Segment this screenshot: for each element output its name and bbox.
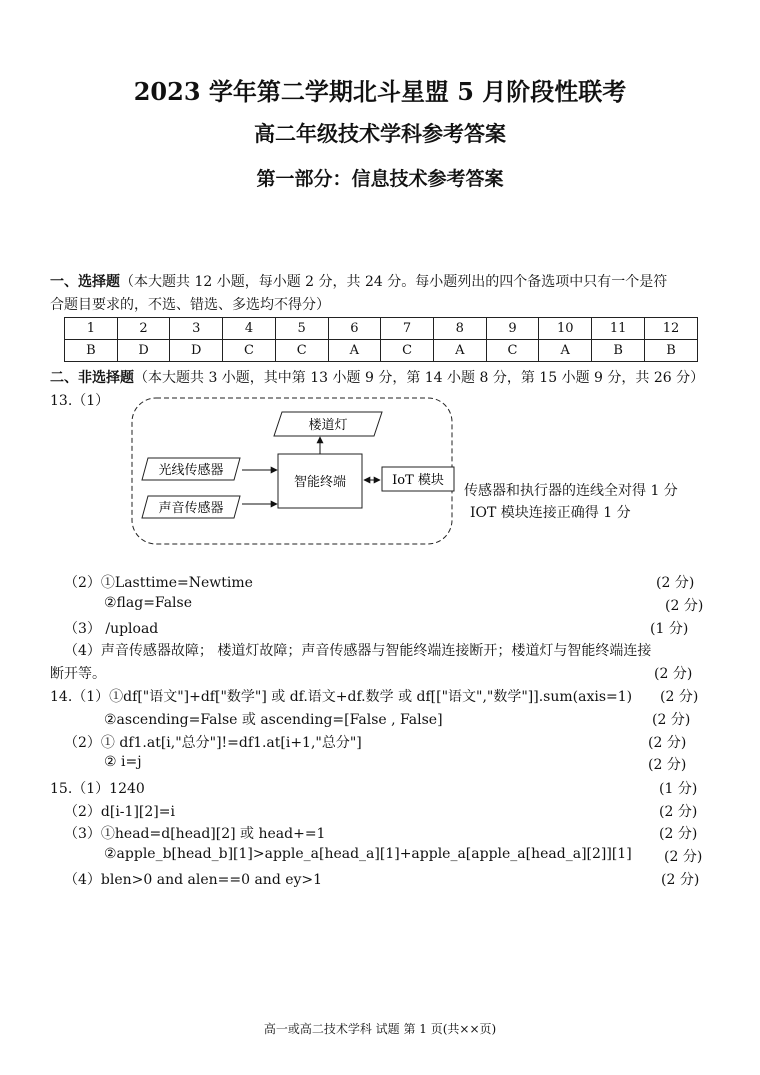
q13-part4-line2: 断开等。 bbox=[50, 666, 106, 682]
answer-cell: D bbox=[170, 340, 223, 362]
q15-line1-score: (1 分) bbox=[659, 781, 698, 797]
section1-desc: （本大题共 12 小题，每小题 2 分，共 24 分。每小题列出的四个备选项中只有一个是符 bbox=[120, 274, 668, 290]
q13-part2b: ②flag=False bbox=[104, 595, 192, 611]
page-footer: 高一或高二技术学科 试题 第 1 页(共××页) bbox=[263, 1022, 497, 1036]
q13-part3: （3） /upload bbox=[64, 621, 159, 637]
section2-heading: 二、非选择题 bbox=[50, 370, 134, 386]
answer-cell: D bbox=[117, 340, 170, 362]
answer-cell: B bbox=[65, 340, 118, 362]
q15-line4: ②apple_b[head_b][1]>apple_a[head_a][1]+apple_a[apple_a[head_a][2]][1] bbox=[104, 846, 632, 862]
q13-label: 13.（1） bbox=[50, 393, 110, 409]
answer-table-answer-row bbox=[65, 340, 698, 362]
q15-line3: （3）①head=d[head][2] 或 head+=1 bbox=[64, 826, 326, 842]
answer-cell: A bbox=[328, 340, 381, 362]
q14-line4: ② i=j bbox=[104, 754, 142, 770]
sound-sensor-label: 声音传感器 bbox=[158, 501, 224, 516]
diagram-note-1: 传感器和执行器的连线全对得 1 分 bbox=[464, 483, 678, 499]
q13-part3-score: (1 分) bbox=[650, 621, 689, 637]
answer-cell: B bbox=[645, 340, 698, 362]
question-number: 2 bbox=[117, 318, 170, 340]
question-number: 11 bbox=[592, 318, 645, 340]
question-number: 10 bbox=[539, 318, 592, 340]
section1-intro bbox=[50, 271, 667, 291]
q14-line2: ②ascending=False 或 ascending=[False , False] bbox=[104, 712, 443, 728]
iot-label: IoT 模块 bbox=[392, 473, 444, 488]
question-number: 7 bbox=[381, 318, 434, 340]
q13-part4-score: (2 分) bbox=[654, 666, 693, 682]
answer-table bbox=[64, 317, 698, 362]
question-number: 9 bbox=[486, 318, 539, 340]
question-number: 8 bbox=[433, 318, 486, 340]
q13-part2: （2）①Lasttime=Newtime bbox=[64, 575, 253, 591]
q13-part2-score: (2 分) bbox=[656, 575, 695, 591]
q14-line1: 14.（1）①df["语文"]+df["数学"] 或 df.语文+df.数学 或 df[["语文","数学"]].sum(axis=1) bbox=[50, 689, 633, 705]
light-sensor-label: 光线传感器 bbox=[158, 463, 224, 478]
q14-line2-score: (2 分) bbox=[652, 712, 691, 728]
question-number: 3 bbox=[170, 318, 223, 340]
q15-line3-score: (2 分) bbox=[659, 826, 698, 842]
question-number: 12 bbox=[645, 318, 698, 340]
question-number: 5 bbox=[275, 318, 328, 340]
q15-line2-score: (2 分) bbox=[659, 804, 698, 820]
section1-heading: 一、选择题 bbox=[50, 274, 120, 290]
q15-line2: （2）d[i-1][2]=i bbox=[64, 804, 175, 820]
question-number: 6 bbox=[328, 318, 381, 340]
section2-desc: （本大题共 3 小题，其中第 13 小题 9 分，第 14 小题 8 分，第 15 小题 9 分，共 26 分） bbox=[134, 370, 705, 386]
q14-line3: （2）① df1.at[i,"总分"]!=df1.at[i+1,"总分"] bbox=[64, 735, 362, 751]
answer-cell: C bbox=[381, 340, 434, 362]
answer-cell: C bbox=[486, 340, 539, 362]
part-title: 第一部分：信息技术参考答案 bbox=[256, 168, 504, 190]
q15-line1: 15.（1）1240 bbox=[50, 781, 145, 797]
question-number: 1 bbox=[65, 318, 118, 340]
answer-table-number-row bbox=[65, 318, 698, 340]
system-diagram bbox=[130, 396, 455, 546]
q13-part2b-score: (2 分) bbox=[665, 598, 704, 614]
diagram-note-2: IOT 模块连接正确得 1 分 bbox=[470, 505, 631, 521]
answer-cell: A bbox=[539, 340, 592, 362]
question-number: 4 bbox=[223, 318, 276, 340]
lamp-label: 楼道灯 bbox=[308, 418, 348, 433]
q15-line5: （4）blen>0 and alen==0 and ey>1 bbox=[64, 872, 323, 888]
q14-line1-score: (2 分) bbox=[660, 689, 699, 705]
page-title: 2023 学年第二学期北斗星盟 5 月阶段性联考 bbox=[133, 77, 627, 106]
q15-line5-score: (2 分) bbox=[661, 872, 700, 888]
answer-cell: B bbox=[592, 340, 645, 362]
q13-part4-line1: （4）声音传感器故障； 楼道灯故障；声音传感器与智能终端连接断开；楼道灯与智能终端连接 bbox=[64, 643, 652, 659]
section2-intro bbox=[50, 367, 704, 387]
answer-cell: A bbox=[433, 340, 486, 362]
section1-desc-line2: 合题目要求的，不选、错选、多选均不得分） bbox=[50, 297, 330, 313]
page-subtitle: 高二年级技术学科参考答案 bbox=[254, 121, 506, 146]
answer-cell: C bbox=[275, 340, 328, 362]
answer-cell: C bbox=[223, 340, 276, 362]
q14-line3-score: (2 分) bbox=[648, 735, 687, 751]
terminal-label: 智能终端 bbox=[293, 475, 347, 490]
q14-line4-score: (2 分) bbox=[648, 757, 687, 773]
q15-line4-score: (2 分) bbox=[664, 849, 703, 865]
